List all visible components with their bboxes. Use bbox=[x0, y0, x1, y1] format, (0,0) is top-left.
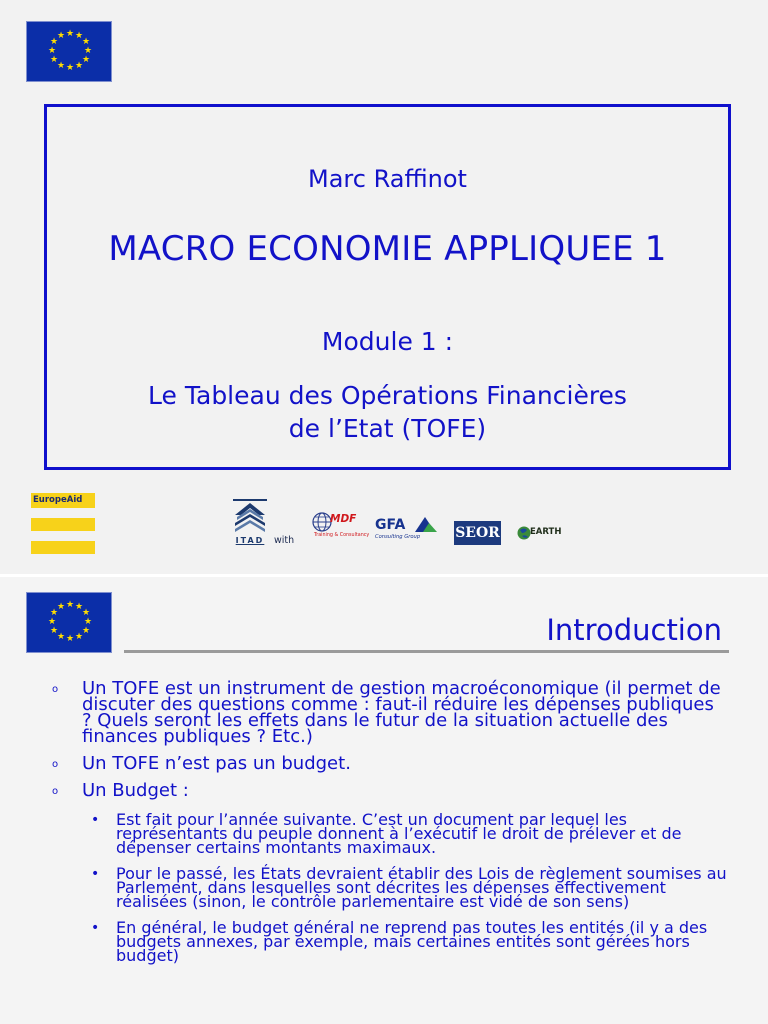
svg-text:★: ★ bbox=[65, 600, 75, 610]
gfa-logo bbox=[375, 517, 441, 547]
gfa-label: GFA bbox=[375, 517, 406, 533]
bullet-marker: o bbox=[52, 786, 59, 797]
mdf-subtitle: Training & Consultancy bbox=[314, 533, 370, 538]
svg-text:★: ★ bbox=[49, 37, 59, 47]
earth-logo bbox=[517, 523, 567, 543]
svg-text:★: ★ bbox=[65, 634, 75, 644]
svg-text:★: ★ bbox=[65, 63, 75, 73]
itad-label: ITAD bbox=[235, 536, 265, 545]
bullet-item bbox=[0, 780, 768, 801]
svg-text:★: ★ bbox=[74, 602, 84, 612]
svg-text:★: ★ bbox=[47, 46, 57, 56]
earth-label: EARTH bbox=[530, 527, 562, 537]
svg-text:★: ★ bbox=[49, 626, 59, 636]
svg-text:★: ★ bbox=[65, 29, 75, 39]
mdf-label: MDF bbox=[330, 513, 357, 525]
bullet-item bbox=[0, 678, 768, 747]
module-label: Module 1 : bbox=[321, 327, 454, 356]
subtitle-line-2: de l’Etat (TOFE) bbox=[288, 414, 487, 443]
earth-globe-icon bbox=[517, 524, 531, 542]
author-name: Marc Raffinot bbox=[308, 165, 467, 193]
subtitle bbox=[47, 379, 728, 445]
bullet-text: Un TOFE n’est pas un budget. bbox=[82, 753, 351, 774]
svg-text:★: ★ bbox=[56, 61, 66, 71]
svg-text:★: ★ bbox=[74, 61, 84, 71]
itad-icon bbox=[231, 499, 269, 535]
sub-bullet-item bbox=[0, 810, 768, 857]
europeaid-label: EuropeAid bbox=[31, 493, 95, 508]
europeaid-bar bbox=[31, 518, 95, 531]
sub-bullet-list bbox=[0, 810, 768, 965]
bullet-marker: o bbox=[52, 684, 59, 695]
with-label: with bbox=[274, 535, 295, 546]
svg-text:★: ★ bbox=[49, 608, 59, 618]
title-box bbox=[44, 104, 731, 470]
bullet-text: Un Budget : bbox=[82, 780, 189, 801]
svg-text:★: ★ bbox=[83, 617, 93, 627]
main-title: MACRO ECONOMIE APPLIQUEE 1 bbox=[108, 229, 667, 269]
seor-logo: SEOR bbox=[454, 521, 501, 545]
introduction-slide bbox=[0, 577, 768, 1024]
sub-bullet-text: Est fait pour l’année suivante. C’est un document par lequel les représentants du peuple donnent à l’exécutif le droit de prélever et de dépenser certains montants maximaux. bbox=[116, 810, 682, 857]
svg-text:★: ★ bbox=[83, 46, 93, 56]
svg-text:★: ★ bbox=[56, 632, 66, 642]
sub-bullet-item bbox=[0, 918, 768, 965]
bullet-marker: o bbox=[52, 759, 59, 770]
sub-bullet-marker: • bbox=[91, 812, 100, 828]
svg-text:★: ★ bbox=[81, 626, 91, 636]
slide-heading: Introduction bbox=[546, 613, 722, 647]
svg-text:★: ★ bbox=[49, 55, 59, 65]
svg-text:★: ★ bbox=[74, 31, 84, 41]
bullet-list bbox=[0, 678, 768, 975]
svg-text:★: ★ bbox=[81, 55, 91, 65]
europeaid-bar bbox=[31, 541, 95, 554]
partner-logos bbox=[231, 497, 576, 549]
mdf-logo bbox=[311, 511, 370, 547]
eu-flag-icon bbox=[26, 21, 112, 82]
sub-bullet-marker: • bbox=[91, 920, 100, 936]
bullet-text: Un TOFE est un instrument de gestion macroéconomique (il permet de discuter des questions comme : faut-il réduire les dépenses publiques ? Quels seront les effets dans le futur de la situation actuelle des finances publiques ? Etc.) bbox=[82, 678, 721, 747]
svg-text:★: ★ bbox=[47, 617, 57, 627]
bullet-item bbox=[0, 753, 768, 774]
sub-bullet-marker: • bbox=[91, 866, 100, 882]
eu-flag-icon bbox=[26, 592, 112, 653]
svg-text:★: ★ bbox=[56, 31, 66, 41]
gfa-subtitle: Consulting Group bbox=[375, 534, 421, 540]
gfa-triangle-icon bbox=[415, 517, 437, 533]
svg-text:★: ★ bbox=[81, 37, 91, 47]
europeaid-logo bbox=[31, 493, 95, 554]
subtitle-line-1: Le Tableau des Opérations Financières bbox=[148, 381, 627, 410]
svg-text:★: ★ bbox=[74, 632, 84, 642]
sub-bullet-item bbox=[0, 864, 768, 911]
svg-text:★: ★ bbox=[56, 602, 66, 612]
sub-bullet-text: En général, le budget général ne reprend pas toutes les entités (il y a des budgets annexes, par exemple, mais certaines entités sont gérées hors budget) bbox=[116, 918, 708, 965]
heading-divider bbox=[124, 650, 729, 653]
sub-bullet-text: Pour le passé, les États devraient établir des Lois de règlement soumises au Parlement, dans lesquelles sont décrites les dépenses effectivement réalisées (sinon, le contrôle parlementaire est vidé de son sens) bbox=[116, 864, 727, 911]
svg-text:★: ★ bbox=[81, 608, 91, 618]
itad-logo bbox=[231, 499, 269, 547]
